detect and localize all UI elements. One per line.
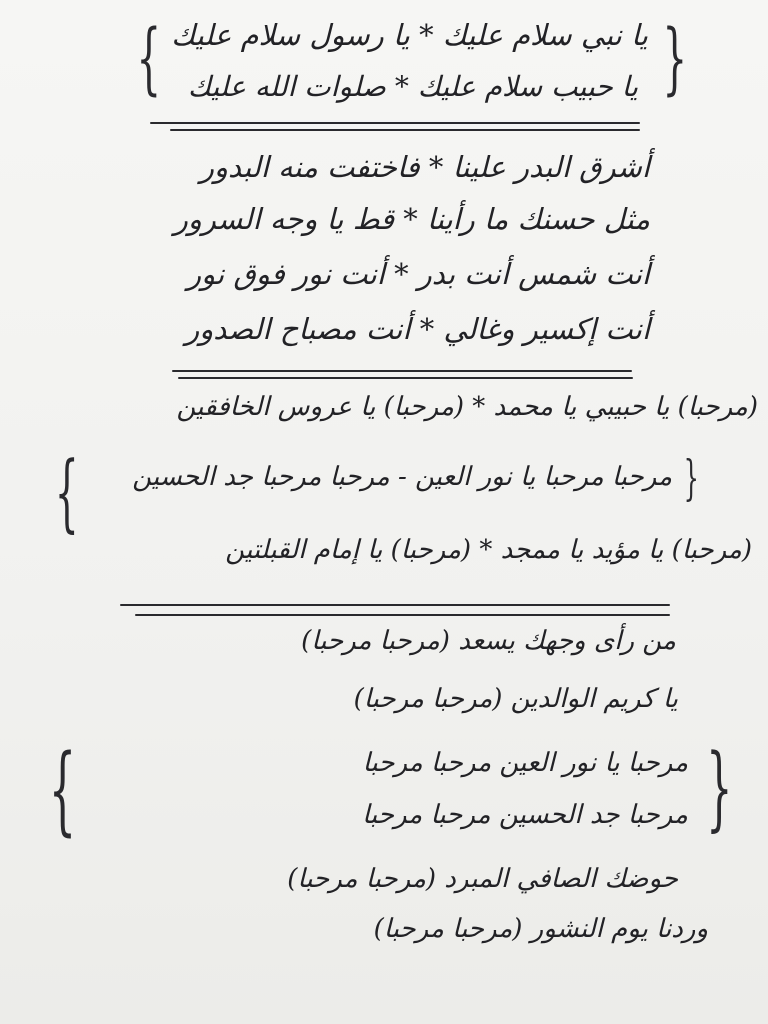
left-brace-stanza3: {: [48, 734, 77, 846]
chorus-line-2: يا حبيب سلام عليك * صلوات الله عليك: [187, 70, 638, 103]
right-brace-chorus: }: [662, 14, 688, 104]
chorus-line-1: يا نبي سلام عليك * يا رسول سلام عليك: [171, 18, 648, 52]
stanza3-line-1: من رأى وجهك يسعد (مرحبا مرحبا): [301, 626, 676, 656]
divider-2: [172, 370, 632, 372]
stanza3-line-2: يا كريم الوالدين (مرحبا مرحبا): [353, 684, 678, 714]
stanza1-line-2: مثل حسنك ما رأينا * قط يا وجه السرور: [173, 202, 650, 236]
divider-1: [150, 122, 640, 124]
stanza1-line-1: أشرق البدر علينا * فاختفت منه البدور: [199, 150, 650, 184]
stanza1-line-3: أنت شمس أنت بدر * أنت نور فوق نور: [187, 257, 650, 291]
stanza3-line-4: مرحبا جد الحسين مرحبا مرحبا: [362, 800, 688, 830]
stanza3-line-6: وردنا يوم النشور (مرحبا مرحبا): [373, 914, 708, 944]
stanza2-line-1: (مرحبا) يا حبيبي يا محمد * (مرحبا) يا عروس الخافقين: [176, 392, 758, 422]
stanza2-line-2: مرحبا مرحبا يا نور العين - مرحبا مرحبا جد الحسين: [132, 462, 672, 492]
divider-2b: [178, 377, 633, 379]
stanza1-line-4: أنت إكسير وغالي * أنت مصباح الصدور: [185, 312, 650, 346]
left-brace-stanza2: {: [54, 443, 79, 541]
right-brace-stanza2: }: [683, 450, 699, 506]
stanza3-line-5: حوضك الصافي المبرد (مرحبا مرحبا): [287, 864, 678, 894]
divider-3b: [135, 614, 670, 616]
right-brace-stanza3: }: [706, 734, 733, 841]
stanza2-line-3: (مرحبا) يا مؤيد يا ممجد * (مرحبا) يا إمام القبلتين: [225, 535, 752, 565]
divider-1b: [170, 129, 640, 131]
left-brace-chorus: {: [136, 14, 162, 104]
divider-3: [120, 604, 670, 606]
stanza3-line-3: مرحبا يا نور العين مرحبا مرحبا: [362, 748, 688, 778]
